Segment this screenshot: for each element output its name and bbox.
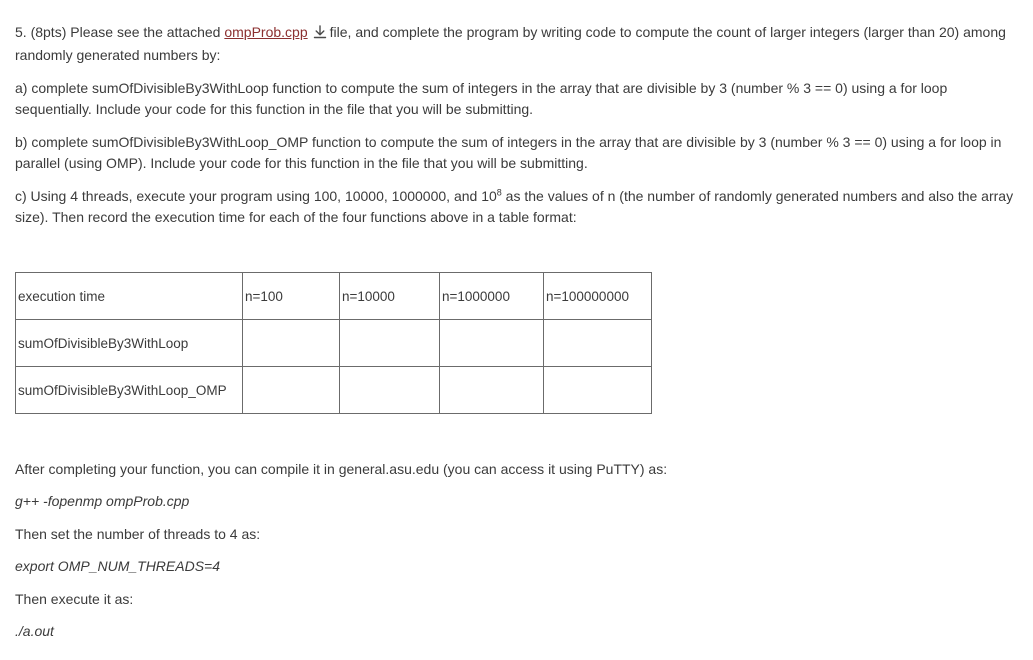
part-a-text: a) complete sumOfDivisibleBy3WithLoop function to compute the sum of integers in the array that are divisible by 3 (number % 3 == 0) using a for loop sequentially. Include your code for this function in the file that you will be submitting. xyxy=(15,80,948,117)
question-intro xyxy=(15,22,1015,65)
part-c-end: as the values of n (the number of randomly generated numbers and also the array size). Then record the execution time for each of the four functions above in a table format: xyxy=(15,188,1014,225)
table-cell xyxy=(243,367,340,414)
table-cell xyxy=(544,367,652,414)
download-icon[interactable] xyxy=(313,24,327,45)
table-header-row xyxy=(16,273,652,320)
table-cell xyxy=(544,320,652,367)
table-cell xyxy=(340,367,440,414)
table-row xyxy=(16,367,652,414)
table-cell xyxy=(440,367,544,414)
execute-text: Then execute it as: xyxy=(15,590,134,607)
part-c-text xyxy=(15,186,1015,227)
instructions-section xyxy=(15,459,667,653)
compile-text: After completing your function, you can compile it in general.asu.edu (you can access it using PuTTY) as: xyxy=(15,461,668,477)
header-cell: n=100000000 xyxy=(544,273,652,320)
question-content xyxy=(15,22,1015,639)
header-cell: execution time xyxy=(16,273,243,320)
table-cell xyxy=(243,320,340,367)
intro-continued-text: file, and complete the program by writing code to compute the count of larger integers (larger than 20) among randomly generated numbers by: xyxy=(15,24,1006,63)
threads-text: Then set the number of threads to 4 as: xyxy=(15,525,261,542)
compile-command: g++ -fopenmp ompProb.cpp xyxy=(15,493,190,510)
attachment-link[interactable]: ompProb.cpp xyxy=(224,24,308,40)
table-cell xyxy=(440,320,544,367)
execution-time-table xyxy=(15,272,652,414)
row-label: sumOfDivisibleBy3WithLoop_OMP xyxy=(16,367,243,414)
threads-command: export OMP_NUM_THREADS=4 xyxy=(15,558,221,575)
exponent: 8 xyxy=(496,187,502,198)
row-label: sumOfDivisibleBy3WithLoop xyxy=(16,320,243,367)
intro-text: 5. (8pts) Please see the attached xyxy=(15,24,225,40)
header-cell: n=1000000 xyxy=(440,273,544,320)
part-b-text: b) complete sumOfDivisibleBy3WithLoop_OMP function to compute the sum of integers in the array that are divisible by 3 (number % 3 == 0) using a for loop in parallel (using OMP). Include your code for this function in the file that you will be submitting. xyxy=(15,134,1002,171)
table-cell xyxy=(340,320,440,367)
table-row xyxy=(16,320,652,367)
header-cell: n=100 xyxy=(243,273,340,320)
part-c-start: c) Using 4 threads, execute your program using 100, 10000, 1000000, and 10 xyxy=(15,188,497,204)
execute-command: ./a.out xyxy=(15,622,54,639)
header-cell: n=10000 xyxy=(340,273,440,320)
